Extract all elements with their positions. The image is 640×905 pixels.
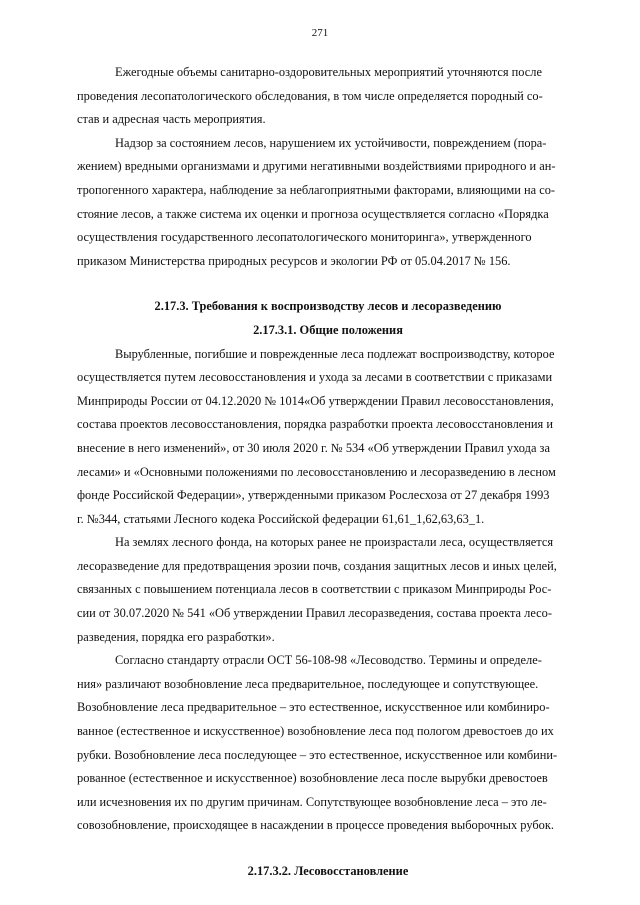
page-body: [77, 61, 579, 884]
paragraph-forest-supervision: Надзор за состоянием лесов, нарушением их устойчивости, повреждением (пора- жением) вредными организмами и другими негативными воздействиями природного и ан- тропогенного характера, наблюдение за неблагоприятными факторами, влияющими на со- стояние лесов, а также система их оценки и прогноза осуществляется согласно «Порядка осуществления государственного лесопатологического мониторинга», утвержденного приказом Министерства природных ресурсов и экологии РФ от 05.04.2017 № 156.: [77, 135, 556, 268]
section-spacer: [77, 838, 579, 860]
paragraph-afforestation: На землях лесного фонда, на которых ранее не произрастали леса, осуществляется лесоразведение для предотвращения эрозии почв, создания защитных лесов и иных целей, связанных с повышением потенциала лесов в соответствии с приказом Минприроды Рос- сии от 30.07.2020 № 541 «Об утверждении Правил лесоразведения, состава проекта лесо- разведения, порядка его разработки».: [77, 535, 557, 644]
paragraph-reproduction: Вырубленные, погибшие и поврежденные леса подлежат воспроизводству, которое осуществляется путем лесовосстановления и ухода за лесами в соответствии с приказами Минприроды России от 04.12.2020 № 1014«Об утверждении Правил лесовосстановления, состава проектов лесовосстановления, порядка разработки проекта лесовосстановления и внесение в него изменений», от 30 июля 2020 г. № 534 «Об утверждении Правил ухода за лесами» и «Основными положениями по лесовосстановлению и лесоразведению в лесном фонде Российской Федерации», утвержденными приказом Рослесхоза от 27 декабря 1993 г. №344, статьями Лесного кодека Российской федерации 61,61_1,62,63,63_1.: [77, 346, 556, 526]
paragraph-regeneration-types: Согласно стандарту отрасли ОСТ 56-108-98 «Лесоводство. Термины и определе- ния» различают возобновление леса предварительное, последующее и сопутствующее. Возобновление леса предварительное – это естественное, искусственное или комбиниро- ванное (естественное и искусственное) возобновление леса под пологом древостоев до их рубки. Возобновление леса последующее – это естественное, искусственное или комбини- рованное (естественное и искусственное) возобновление леса после вырубки древостоев или исчезновения их по другим причинам. Сопутствующее возобновление леса – это ле- совозобновление, происходящее в насаждении в процессе проведения выборочных рубок.: [77, 653, 558, 833]
section-spacer: [77, 273, 579, 295]
section-heading: 2.17.3. Требования к воспроизводству лесов и лесоразведению: [154, 299, 502, 314]
page-number: 271: [311, 27, 329, 39]
subsection-heading-reforestation: 2.17.3.2. Лесовосстановление: [247, 864, 409, 878]
paragraph-sanitary-measures: Ежегодные объемы санитарно-оздоровительных мероприятий уточняются после проведения лесопатологического обследования, в том числе определяется породный со- став и адресная часть мероприятия.: [77, 65, 543, 127]
subsection-heading-general: 2.17.3.1. Общие положения: [253, 322, 403, 337]
